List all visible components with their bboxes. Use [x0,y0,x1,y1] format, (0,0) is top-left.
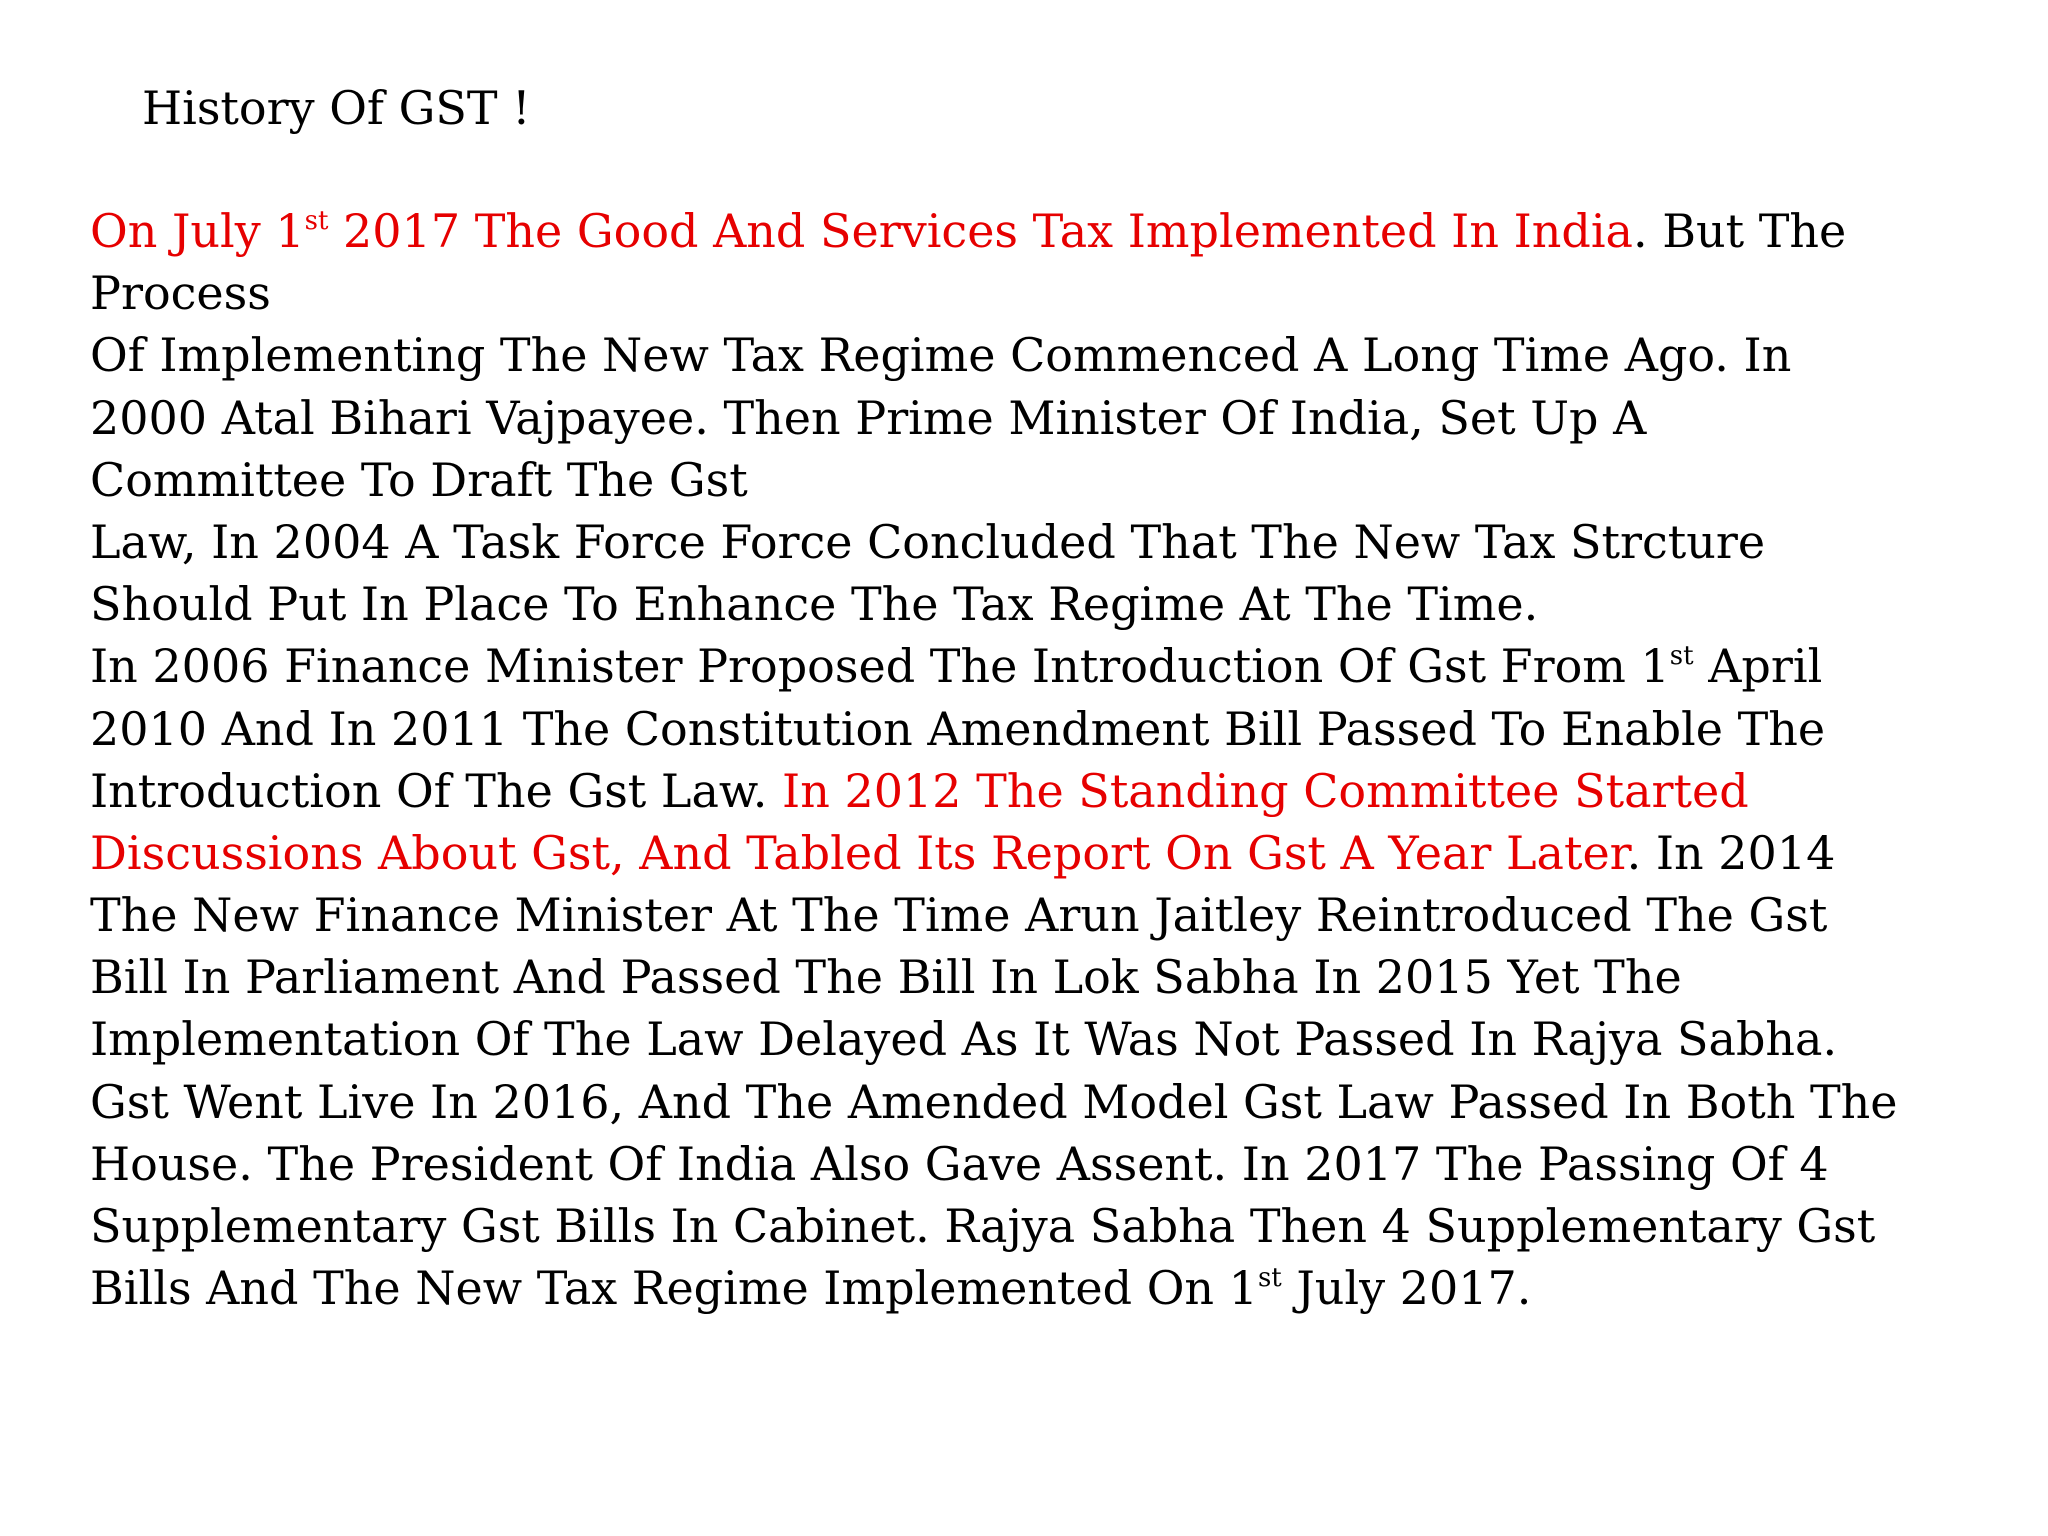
text-segment: April [1693,639,1823,694]
text-line-14: Implementation Of The Law Delayed As It Was Not Passed In Rajya Sabha. [90,1012,1838,1067]
text-line-4: 2000 Atal Bihari Vajpayee. Then Prime Minister Of India, Set Up A [90,390,1647,445]
text-line-3: Of Implementing The New Tax Regime Commenced A Long Time Ago. In [90,328,1792,383]
text-line-1 [90,200,1990,262]
slide-body [90,200,1990,1319]
highlighted-text: On July 1 [90,204,305,258]
text-line-5: Committee To Draft The Gst [90,452,748,507]
superscript: st [304,206,329,236]
text-line-2: Process [90,266,271,321]
text-segment: Bills And The New Tax Regime Implemented On 1 [90,1261,1258,1316]
superscript: st [1257,1263,1282,1294]
text-line-11 [90,822,1990,884]
text-line-13: Bill In Parliament And Passed The Bill In Lok Sabha In 2015 Yet The [90,950,1682,1005]
text-line-8 [90,635,1990,697]
text-segment: . But The [1632,204,1847,258]
highlighted-text: Discussions About Gst, And Tabled Its Report On Gst A Year Later [90,825,1627,880]
text-line-10 [90,760,1990,822]
text-segment: In 2006 Finance Minister Proposed The Introduction Of Gst From 1 [90,639,1670,694]
text-line-18 [90,1257,1990,1319]
text-line-16: House. The President Of India Also Gave Assent. In 2017 The Passing Of 4 [90,1136,1829,1191]
text-segment: . In 2014 [1626,825,1836,880]
text-line-6: Law, In 2004 A Task Force Force Concluded That The New Tax Strcture [90,514,1766,569]
text-segment: July 2017. [1281,1261,1532,1316]
superscript: st [1669,641,1694,672]
text-line-9: 2010 And In 2011 The Constitution Amendment Bill Passed To Enable The [90,701,1826,756]
slide-title: History Of GST ! [142,81,531,135]
highlighted-text: In 2012 The Standing Committee Started [782,763,1749,818]
text-line-7: Should Put In Place To Enhance The Tax Regime At The Time. [90,577,1539,632]
text-line-15: Gst Went Live In 2016, And The Amended Model Gst Law Passed In Both The [90,1074,1898,1129]
text-line-12: The New Finance Minister At The Time Arun Jaitley Reintroduced The Gst [90,888,1828,943]
text-segment: Introduction Of The Gst Law. [90,763,783,818]
text-line-17: Supplementary Gst Bills In Cabinet. Rajya Sabha Then 4 Supplementary Gst [90,1199,1876,1253]
highlighted-text: 2017 The Good And Services Tax Implemented In India [328,204,1633,258]
